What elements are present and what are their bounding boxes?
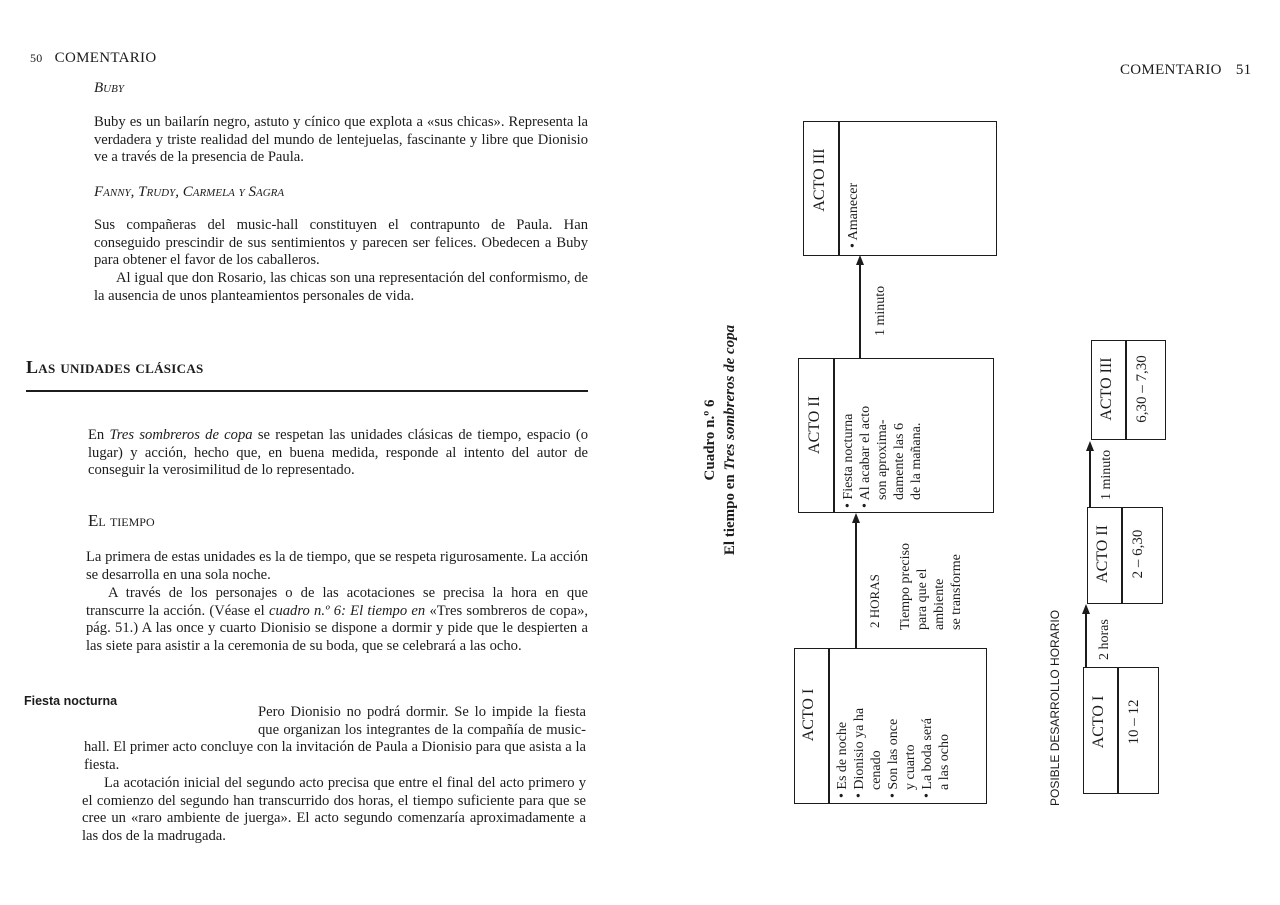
acto1-item — [885, 650, 902, 798]
acto1-item-text: cenado — [869, 750, 884, 790]
gap1-note-line: para que el — [915, 568, 930, 630]
acto2-item — [908, 360, 925, 508]
horario-acto1-time: 10 – 12 — [1126, 699, 1142, 745]
header-title: COMENTARIO — [1120, 62, 1222, 78]
horario-acto1-divider — [1117, 667, 1119, 794]
bullet: • — [886, 793, 901, 798]
horario-arrow-2-line — [1089, 450, 1091, 507]
acto3-divider — [838, 121, 840, 256]
bullet: • — [841, 503, 856, 508]
intro-text-rest: se respetan las unidades clásicas de tiempo, espacio (o lugar) y acción, hecho que, en buena medida, responde al intento del autor de conseguir la verosimilitud de lo representado. — [88, 427, 589, 478]
arrow-1-line — [855, 522, 857, 648]
acto1-item-text: La boda será — [920, 718, 935, 790]
horario-acto1-label: ACTO I — [1090, 695, 1107, 749]
diagram-title-line1: Cuadro n.º 6 — [702, 399, 718, 481]
acto2-item-text: son aproxima- — [875, 419, 890, 500]
unidades-intro — [88, 427, 588, 480]
acto3-item — [845, 128, 862, 248]
acto1-divider — [828, 648, 830, 804]
buby-paragraph: Buby es un bailarín negro, astuto y cínico que explota a «sus chicas». Representa la verdadera y triste realidad del mundo de lentejuelas, fascinante y libre que Dionisio ve a través de la presencia de Paula. — [94, 114, 588, 165]
horario-acto2-label: ACTO II — [1094, 525, 1111, 583]
acto2-item-text: de la mañana. — [909, 422, 924, 500]
acto3-label: ACTO III — [811, 148, 828, 212]
gap1-label: 2 HORAS — [867, 574, 882, 628]
acto1-list — [834, 650, 953, 798]
horario-acto2-divider — [1121, 507, 1123, 604]
acto1-item-text: a las ocho — [937, 734, 952, 790]
subsection-title-tiempo: El tiempo — [88, 511, 155, 530]
tiempo-paragraph-2 — [86, 585, 588, 655]
acto1-label: ACTO I — [800, 688, 817, 742]
acto2-item-text: Fiesta nocturna — [841, 413, 856, 500]
acto2-item — [874, 360, 891, 508]
acto3-box — [803, 121, 997, 256]
arrow-1-head — [852, 513, 860, 523]
acto1-item-text: y cuarto — [903, 744, 918, 790]
acto1-item — [851, 650, 868, 798]
horario-acto3-time: 6,30 – 7,30 — [1134, 355, 1150, 423]
horario-arrow-1-head — [1082, 604, 1090, 614]
chicas-heading: Fanny, Trudy, Carmela y Sagra — [94, 184, 285, 200]
diagram-title — [700, 320, 740, 560]
horario-acto3-divider — [1125, 340, 1127, 440]
section-rule — [26, 390, 588, 392]
acto1-item-text: Son las once — [886, 718, 901, 790]
bullet: • — [858, 503, 873, 508]
right-page-header — [1120, 62, 1251, 79]
arrow-2-line — [859, 264, 861, 358]
tiempo-paragraph-1: La primera de estas unidades es la de tiempo, que se respeta rigurosamente. La acción se desarrolla en una sola noche. — [86, 549, 588, 583]
acto2-list — [840, 360, 925, 508]
horario-acto3-label: ACTO III — [1098, 357, 1115, 421]
acto2-item — [857, 360, 874, 508]
gap1-note-line: ambiente — [932, 578, 947, 630]
acto1-item — [902, 650, 919, 798]
acto2-item-text: damente las 6 — [892, 423, 907, 500]
p3-float-spacer — [84, 704, 258, 738]
left-page-header — [30, 50, 156, 67]
tiempo-paragraph-4: La acotación inicial del segundo acto precisa que entre el final del acto primero y el comienzo del segundo han transcurrido dos horas, el tiempo suficiente para que se cree un «raro ambiente de juerga». El acto segundo comenzaría aproximadamente a las dos de la madrugada. — [82, 775, 586, 844]
acto1-item — [834, 650, 851, 798]
tiempo-paragraph-3 — [84, 704, 586, 774]
intro-text: En — [88, 427, 110, 443]
chicas-paragraph-1: Sus compañeras del music-hall constituyen el contrapunto de Paula. Han conseguido prescindir de sus sentimientos y parecen ser felices. Obedecen a Buby para obtener el favor de los caballeros. — [94, 217, 588, 268]
margin-note: Fiesta nocturna — [24, 694, 118, 708]
bullet: • — [920, 793, 935, 798]
p2-text-rest: «Tres sombreros de copa», pág. 51.) A las once y cuarto Dionisio se dispone a dormir y pide que le despierten a las siete para asistir a la ceremonia de su boda, que se celebrará a las ocho. — [86, 602, 589, 654]
header-title: COMENTARIO — [54, 50, 157, 66]
chicas-paragraph-2: Al igual que don Rosario, las chicas son una representación del conformismo, de la ausencia de unos planteamientos personales de vida. — [94, 270, 588, 304]
acto2-item-text: Al acabar el acto — [858, 405, 873, 501]
acto2-item — [891, 360, 908, 508]
horario-gap2: 1 minuto — [1099, 449, 1114, 500]
section-title-unidades: Las unidades clásicas — [26, 357, 204, 377]
acto1-item — [868, 650, 885, 798]
page-number: 51 — [1235, 62, 1252, 78]
gap1-note-line: se transforme — [949, 554, 964, 630]
acto1-item-text: Es de noche — [835, 721, 850, 790]
acto2-item — [840, 360, 857, 508]
acto2-label: ACTO II — [806, 396, 823, 454]
diagram-title-line2 — [720, 320, 740, 560]
gap1-note-line: Tiempo preciso — [898, 543, 913, 630]
arrow-2-head — [856, 255, 864, 265]
p3-text: Pero Dionisio no podrá dormir. Se lo impide la fiesta que organizan los integrantes de la compañía de music-hall. El primer acto concluye con la invitación de Paula a Dionisio para que asista a la fiesta. — [84, 704, 586, 773]
p2-text: A través de los personajes o de las acotaciones se precisa la hora en que transcurre la acción. (Véase el — [86, 585, 588, 619]
buby-heading: Buby — [94, 80, 124, 96]
gap2-label: 1 minuto — [873, 285, 888, 336]
page-number: 50 — [30, 51, 43, 65]
acto1-item — [919, 650, 936, 798]
intro-title-italic: Tres sombreros de copa — [109, 427, 253, 443]
bullet: • — [852, 793, 867, 798]
bullet: • — [835, 793, 850, 798]
bullet: • — [846, 243, 861, 248]
acto3-item-text: Amanecer — [846, 182, 861, 241]
diagram-title-line2-text: El tiempo en — [722, 470, 738, 556]
horario-gap1: 2 horas — [1097, 619, 1112, 660]
horario-arrow-1-line — [1085, 613, 1087, 667]
horario-arrow-2-head — [1086, 441, 1094, 451]
acto3-list — [845, 128, 862, 248]
p2-italic: cuadro n.º 6: El tiempo en — [268, 602, 426, 619]
horario-acto2-time: 2 – 6,30 — [1130, 529, 1146, 579]
diagram-title-line2-italic: Tres sombreros de copa — [722, 324, 738, 471]
acto2-divider — [833, 358, 835, 513]
acto1-item-text: Dionisio ya ha — [852, 707, 867, 790]
gap1-note — [897, 520, 965, 630]
acto1-item — [936, 650, 953, 798]
horario-title: POSIBLE DESARROLLO HORARIO — [1048, 609, 1062, 806]
